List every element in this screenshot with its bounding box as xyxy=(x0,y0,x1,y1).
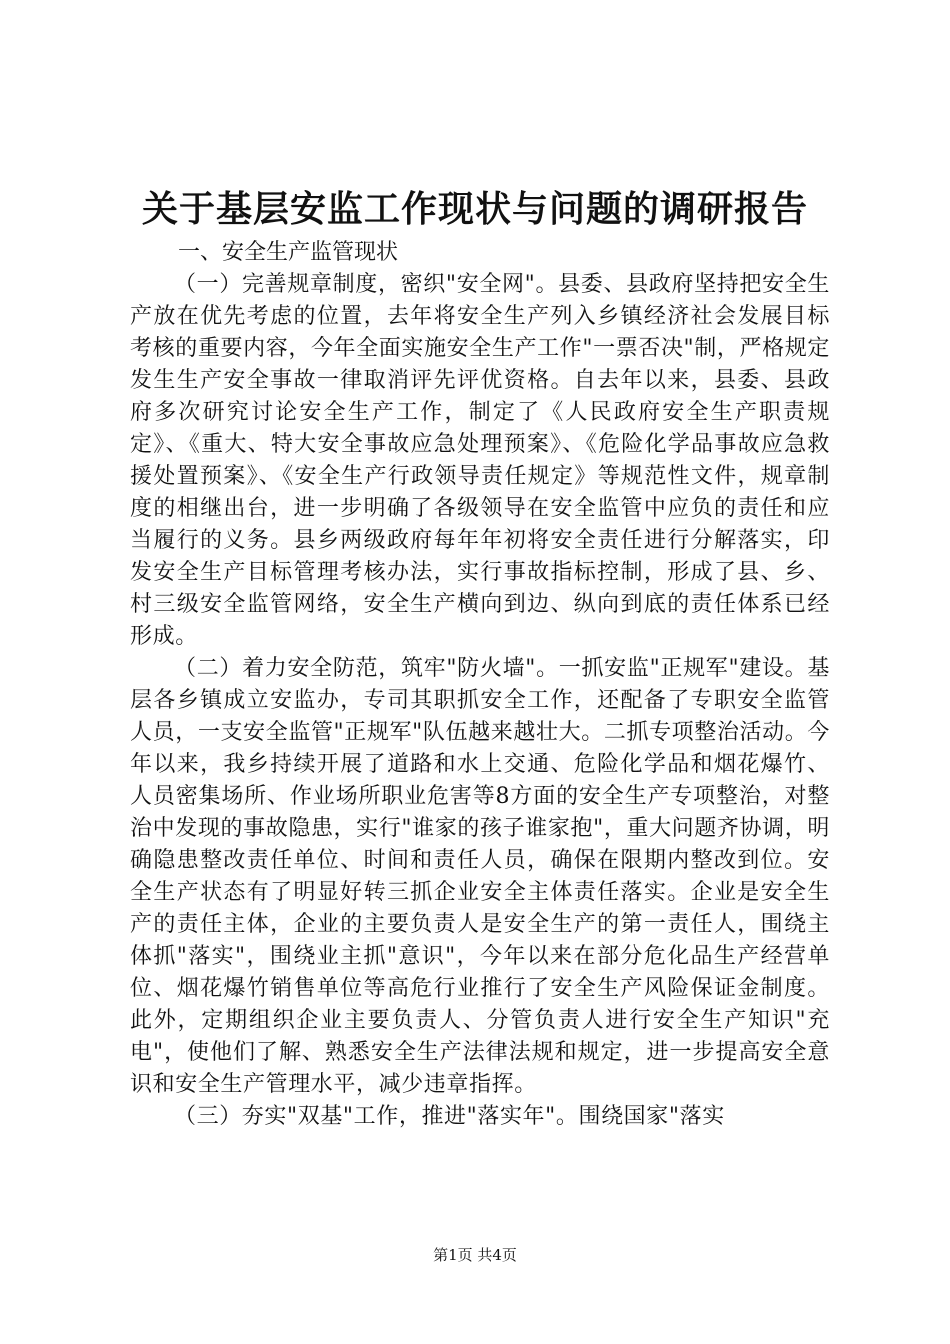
document-title: 关于基层安监工作现状与问题的调研报告 xyxy=(141,188,808,230)
paragraph-1: （一）完善规章制度，密织"安全网"。县委、县政府坚持把安全生产放在优先考虑的位置，去年将安全生产列入乡镇经济社会发展目标考核的重要内容，今年全面实施安全生产工作"一票否决"制，严格规定发生生产安全事故一律取消评先评优资格。自去年以来，县委、县政府多次研究讨论安全生产工作，制定了《人民政府安全生产职责规定》、《重大、特大安全事故应急处理预案》、《危险化学品事故应急救援处置预案》、《安全生产行政领导责任规定》等规范性文件，规章制度的相继出台，进一步明确了各级领导在安全监管中应负的责任和应当履行的义务。县乡两级政府每年年初将安全责任进行分解落实，印发安全生产目标管理考核办法，实行事故指标控制，形成了县、乡、村三级安全监管网络，安全生产横向到边、纵向到底的责任体系已经形成。 xyxy=(130,272,830,649)
paragraph-3: （三）夯实"双基"工作，推进"落实年"。围绕国家"落实 xyxy=(174,1104,725,1129)
section-heading: 一、安全生产监管现状 xyxy=(178,240,399,265)
document-body xyxy=(130,237,830,1133)
page-footer: 第1页 共4页 xyxy=(433,1246,517,1264)
paragraph-2: （二）着力安全防范，筑牢"防火墙"。一抓安监"正规军"建设。基层各乡镇成立安监办，专司其职抓安全工作，还配备了专职安全监管人员，一支安全监管"正规军"队伍越来越壮大。二抓专项整治活动。今年以来，我乡持续开展了道路和水上交通、危险化学品和烟花爆竹、人员密集场所、作业场所职业危害等8方面的安全生产专项整治，对整治中发现的事故隐患，实行"谁家的孩子谁家抱"，重大问题齐协调，明确隐患整改责任单位、时间和责任人员，确保在限期内整改到位。安全生产状态有了明显好转三抓企业安全主体责任落实。企业是安全生产的责任主体，企业的主要负责人是安全生产的第一责任人，围绕主体抓"落实"，围绕业主抓"意识"，今年以来在部分危化品生产经营单位、烟花爆竹销售单位等高危行业推行了安全生产风险保证金制度。此外，定期组织企业主要负责人、分管负责人进行安全生产知识"充电"，使他们了解、熟悉安全生产法律法规和规定，进一步提高安全意识和安全生产管理水平，减少违章指挥。 xyxy=(130,656,830,1097)
